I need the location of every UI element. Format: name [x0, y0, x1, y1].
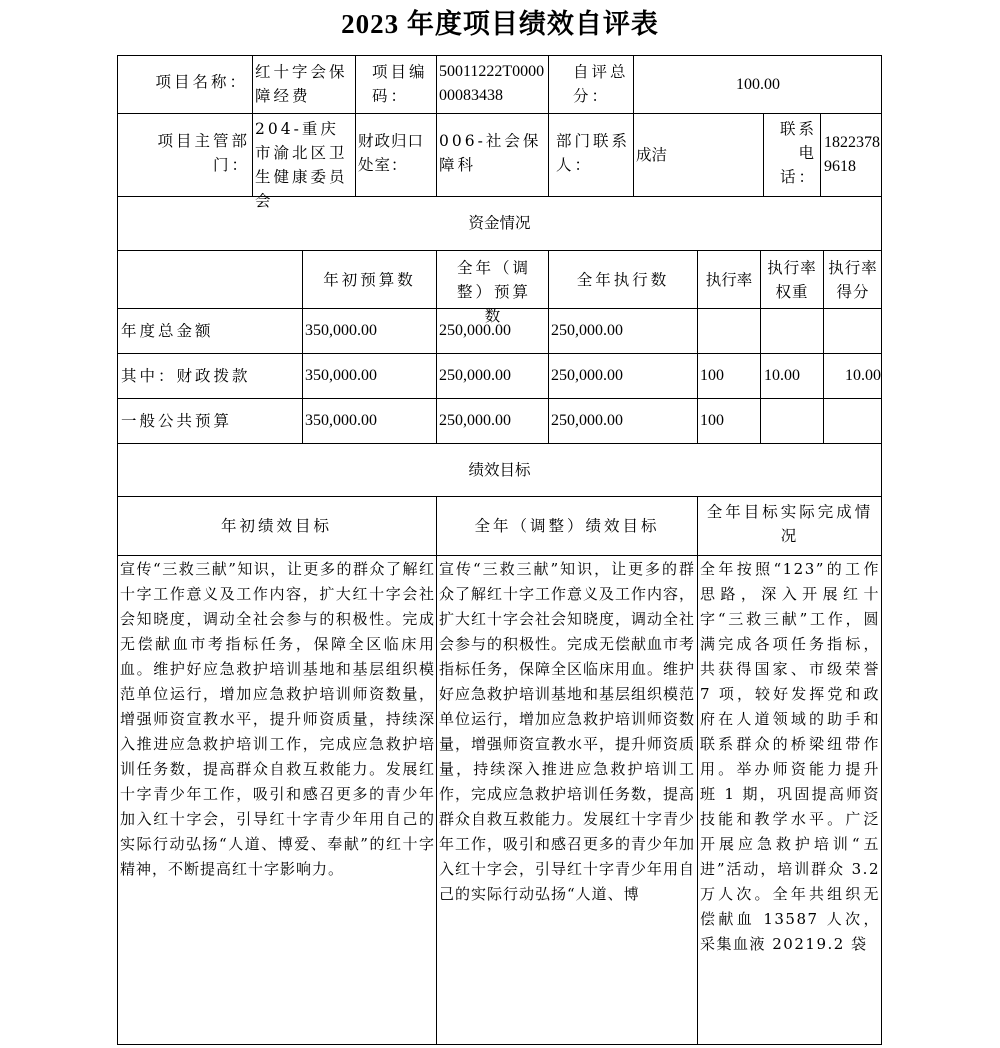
col-adjusted-goals: 全年（调整）绩效目标 — [474, 517, 660, 535]
row-public-rate: 100 — [700, 412, 724, 429]
self-score-label: 自评总分： — [573, 63, 629, 105]
col-initial-goals: 年初绩效目标 — [220, 517, 332, 535]
phone-label: 联系电话： — [779, 120, 817, 186]
col-score: 执行率得分 — [828, 259, 878, 301]
row-fiscal-weight: 10.00 — [764, 367, 800, 384]
row-public-label: 一般公共预算 — [121, 412, 233, 430]
row-public-adjusted: 250,000.00 — [439, 412, 511, 429]
row-fiscal-rate: 100 — [700, 367, 724, 384]
row-public-executed: 250,000.00 — [551, 412, 623, 429]
col-executed: 全年执行数 — [576, 271, 670, 289]
dept-label: 项目主管部门： — [157, 132, 250, 174]
self-score-value: 100.00 — [736, 76, 780, 93]
initial-goals-text: 宣传“三救三献”知识，让更多的群众了解红十字工作意义及工作内容，扩大红十字会社会知晓度，调动全社会参与的积极性。完成无偿献血市考指标任务，保障全区临床用血。维护好应急救护培训基地和基层组织模范单位运行，增加应急救护培训师资数量，增强师资宣教水平，提升师资质量，持续深入推进应急救护培训工作，完成应急救护培训任务数，提高群众自救互救能力。发展红十字青少年工作，吸引和感召更多的青少年加入红十字会，引导红十字青少年用自己的实际行动弘扬“人道、博爱、奉献”的红十字精神，不断提高红十字影响力。 — [120, 560, 435, 878]
row-total-label: 年度总金额 — [121, 322, 214, 340]
row-total-executed: 250,000.00 — [551, 322, 623, 339]
col-actual-completion: 全年目标实际完成情况 — [706, 503, 874, 545]
row-fiscal-adjusted: 250,000.00 — [439, 367, 511, 384]
actual-completion-text: 全年按照“123”的工作思路，深入开展红十字“三救三献”工作，圆满完成各项任务指标，共获得国家、市级荣誉 7 项，较好发挥党和政府在人道领域的助手和联系群众的桥梁纽带作用。举办师资能力提升班 1 期，巩固提高师资技能和教学水平。广泛开展应急救护培训“五进”活动，培训群众 3.2 万人次。全年共组织无偿献血 13587 人次，采集血液 20219.2 袋 — [700, 560, 880, 953]
project-code-value: 50011222T000000083438 — [439, 63, 545, 104]
col-rate: 执行率 — [705, 271, 753, 289]
adjusted-goals-text: 宣传“三救三献”知识，让更多的群众了解红十字工作意义及工作内容，扩大红十字会社会知晓度，调动全社会参与的积极性。完成无偿献血市考指标任务，保障全区临床用血。维护好应急救护培训基地和基层组织模范单位运行，增加应急救护培训师资数量，增强师资宣教水平，提升师资质量，持续深入推进应急救护培训工作，完成应急救护培训任务数，提高群众自救互救能力。发展红十字青少年工作，吸引和感召更多的青少年加入红十字会，引导红十字青少年用自己的实际行动弘扬“人道、博 — [439, 560, 695, 903]
project-code-label: 项目编码： — [372, 63, 428, 105]
page-title: 2023 年度项目绩效自评表 — [341, 9, 659, 39]
row-public-initial: 350,000.00 — [305, 412, 377, 429]
row-fiscal-label: 其中：财政拨款 — [121, 367, 251, 385]
project-name-value: 红十字会保障经费 — [255, 63, 348, 105]
dept-value: 204-重庆市渝北区卫生健康委员会 — [255, 120, 348, 210]
funds-section-title: 资金情况 — [468, 214, 531, 232]
row-total-adjusted: 250,000.00 — [439, 322, 511, 339]
row-total-initial: 350,000.00 — [305, 322, 377, 339]
contact-label: 部门联系人： — [556, 132, 631, 174]
col-initial-budget: 年初预算数 — [323, 271, 416, 289]
phone-value: 18223789618 — [824, 134, 880, 175]
row-fiscal-initial: 350,000.00 — [305, 367, 377, 384]
finance-value: 006-社会保障科 — [439, 132, 542, 174]
goals-section-title: 绩效目标 — [468, 461, 531, 479]
col-weight: 执行率权重 — [767, 259, 817, 301]
row-fiscal-executed: 250,000.00 — [551, 367, 623, 384]
contact-value: 成洁 — [636, 146, 668, 164]
row-fiscal-score: 10.00 — [845, 367, 881, 384]
finance-label: 财政归口处室： — [358, 132, 425, 174]
project-name-label: 项目名称： — [155, 73, 248, 91]
col-adjusted-budget: 全年（调整）预算数 — [456, 259, 531, 325]
